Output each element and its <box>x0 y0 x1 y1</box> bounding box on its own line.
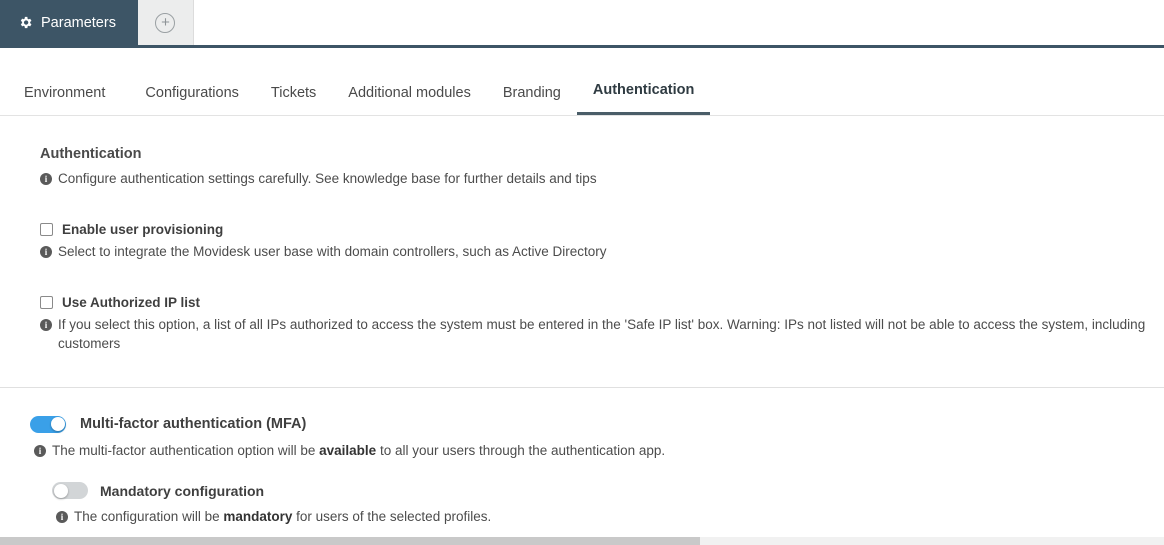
authentication-section <box>0 146 1164 188</box>
toggle-knob <box>51 417 65 431</box>
authorized-ip-hint-text: If you select this option, a list of all IPs authorized to access the system must be entered in the 'Safe IP list' box. Warning: IPs not listed will not be able to access the system, including customers <box>58 317 1146 351</box>
horizontal-scrollbar[interactable] <box>0 537 1164 545</box>
authorized-ip-setting <box>0 295 1164 352</box>
mandatory-configuration-toggle-row[interactable] <box>0 482 1164 499</box>
tab-parameters[interactable] <box>0 0 138 45</box>
mfa-toggle-row[interactable] <box>0 416 1164 433</box>
authorized-ip-hint <box>40 316 1164 352</box>
checkbox-enable-user-provisioning[interactable] <box>40 223 53 236</box>
mfa-hint <box>0 442 1164 460</box>
user-provisioning-label: Enable user provisioning <box>62 222 224 238</box>
mfa-label: Multi-factor authentication (MFA) <box>80 416 307 433</box>
checkbox-use-authorized-ip-list[interactable] <box>40 296 53 309</box>
tab-configurations[interactable]: Configurations <box>145 85 239 101</box>
info-icon: i <box>40 319 52 331</box>
mandatory-configuration-label: Mandatory configuration <box>100 482 265 499</box>
toggle-mandatory-configuration[interactable] <box>52 482 88 499</box>
tab-environment[interactable]: Environment <box>24 85 106 101</box>
user-provisioning-hint-text: Select to integrate the Movidesk user base with domain controllers, such as Active Directory <box>58 244 607 260</box>
mandatory-hint-strong: mandatory <box>223 509 293 525</box>
mfa-hint-strong: available <box>319 442 377 458</box>
info-icon: i <box>40 173 52 185</box>
plus-icon: + <box>155 13 175 33</box>
user-provisioning-hint <box>40 243 1164 261</box>
tab-branding[interactable]: Branding <box>502 85 561 101</box>
scrollbar-thumb[interactable] <box>0 537 700 545</box>
mandatory-configuration-hint <box>0 508 1164 526</box>
tab-additional-modules[interactable]: Additional modules <box>348 85 471 101</box>
toggle-multi-factor-authentication[interactable] <box>30 416 66 433</box>
tab-authentication[interactable]: Authentication <box>577 82 711 115</box>
page-title: Authentication <box>40 146 142 162</box>
toggle-knob <box>54 484 68 498</box>
window-tab-bar <box>0 0 1164 48</box>
tab-parameters-label: Parameters <box>41 14 116 31</box>
tab-tickets[interactable]: Tickets <box>270 85 317 101</box>
authorized-ip-label: Use Authorized IP list <box>62 295 201 311</box>
user-provisioning-setting <box>0 222 1164 261</box>
divider <box>0 387 1164 388</box>
info-icon: i <box>34 445 46 457</box>
mfa-hint-text: The multi-factor authentication option will be available to all your users through the authentication app. <box>52 442 666 458</box>
new-tab-button[interactable] <box>138 0 194 45</box>
authentication-panel <box>0 116 1164 526</box>
info-icon: i <box>40 246 52 258</box>
section-hint-text: Configure authentication settings carefully. See knowledge base for further details and tips <box>58 171 597 186</box>
settings-tabs <box>0 48 1164 116</box>
section-hint <box>40 170 1164 188</box>
info-icon: i <box>56 511 68 523</box>
gear-icon <box>18 15 33 30</box>
authorized-ip-row[interactable] <box>40 295 1164 310</box>
mandatory-configuration-hint-text: The configuration will be mandatory for users of the selected profiles. <box>74 509 492 525</box>
user-provisioning-row[interactable] <box>40 222 1164 237</box>
